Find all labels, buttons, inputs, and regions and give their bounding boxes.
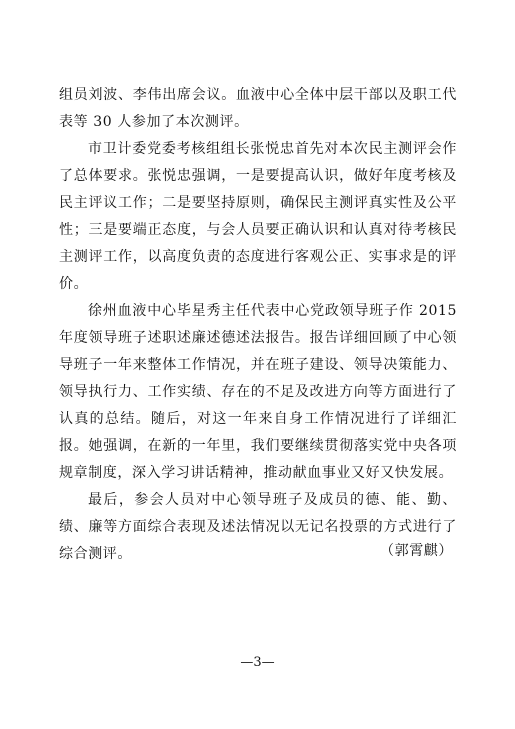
paragraph-evaluation-requirements: 市卫计委党委考核组组长张悦忠首先对本次民主测评会作了总体要求。张悦忠强调，一是要提高认识，做好年度考核及民主评议工作；二是要坚持原则，确保民主测评真实性及公平性；三是要端正态度，与会人员要正确认识和认真对待考核民主测评工作，以高度负责的态度进行客观公正、实事求是的评价。: [59, 141, 457, 292]
paragraph-final-evaluation: 最后，参会人员对中心领导班子及成员的德、能、勤、绩、廉等方面综合表现及述法情况以无记名投票的方式进行了综合测评。: [59, 492, 457, 562]
paragraph-continuation: 组员刘波、李伟出席会议。血液中心全体中层干部以及职工代表等 30 人参加了本次测评。: [59, 87, 457, 130]
document-body: [59, 82, 457, 568]
author-signature: （郭霄麒）: [380, 543, 453, 559]
page-number: —3—: [240, 655, 275, 670]
paragraph-director-report: 徐州血液中心毕星秀主任代表中心党政领导班子作 2015 年度领导班子述职述廉述德述法报告。报告详细回顾了中心领导班子一年来整体工作情况，并在班子建设、领导决策能力、领导执行力、工作实绩、存在的不足及改进方向等方面进行了认真的总结。随后，对这一年来自身工作情况进行了详细汇报。她强调，在新的一年里，我们要继续贯彻落实党中央各项规章制度，深入学习讲话精神，推动献血事业又好又快发展。: [59, 303, 457, 481]
